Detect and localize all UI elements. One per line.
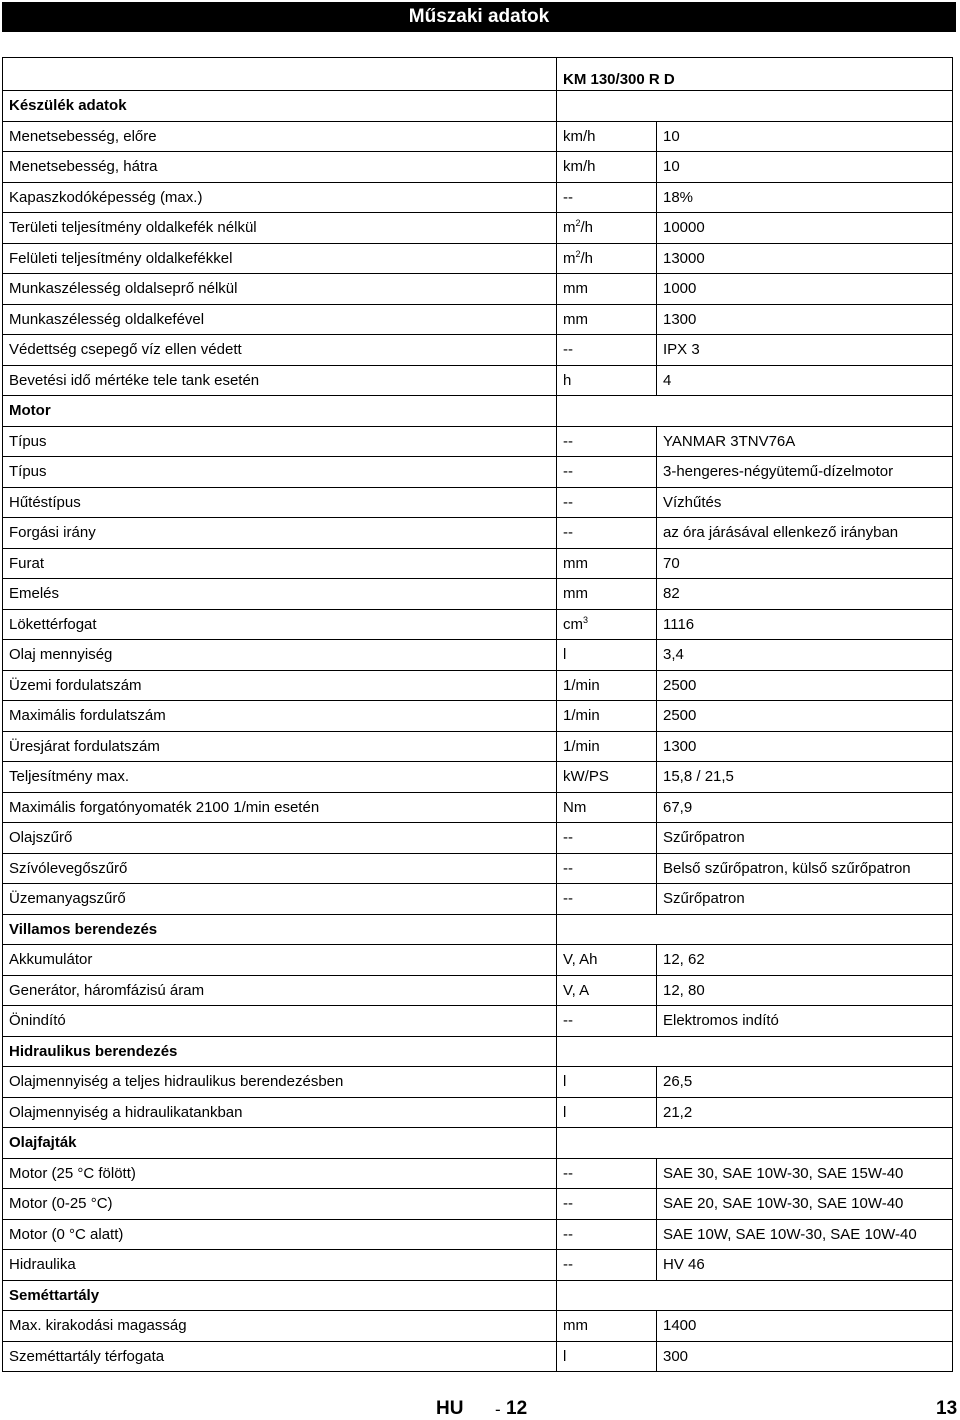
spec-label: Olajmennyiség a hidraulikatankban	[3, 1097, 557, 1128]
spec-value: 13000	[657, 243, 953, 274]
spec-label: Munkaszélesség oldalseprő nélkül	[3, 274, 557, 305]
footer-page-number: 12	[506, 1398, 528, 1419]
section-empty-cell	[557, 1128, 953, 1159]
spec-unit: mm	[557, 579, 657, 610]
section-header-row	[3, 1280, 953, 1311]
spec-unit: kW/PS	[557, 762, 657, 793]
header-label-cell	[3, 58, 557, 91]
spec-unit: mm	[557, 1311, 657, 1342]
spec-label: Területi teljesítmény oldalkefék nélkül	[3, 213, 557, 244]
spec-label: Furat	[3, 548, 557, 579]
spec-unit: --	[557, 853, 657, 884]
spec-value: 10	[657, 152, 953, 183]
table-row	[3, 884, 953, 915]
spec-label: Szeméttartály térfogata	[3, 1341, 557, 1372]
section-header-row	[3, 91, 953, 122]
table-row	[3, 1250, 953, 1281]
spec-label: Munkaszélesség oldalkefével	[3, 304, 557, 335]
section-header-row	[3, 914, 953, 945]
spec-value: 12, 80	[657, 975, 953, 1006]
spec-unit: $m^2/h$	[557, 213, 657, 244]
table-row	[3, 487, 953, 518]
spec-label: Emelés	[3, 579, 557, 610]
spec-unit: --	[557, 487, 657, 518]
spec-unit: --	[557, 457, 657, 488]
spec-unit: $m^2/h$	[557, 243, 657, 274]
spec-label: Üresjárat fordulatszám	[3, 731, 557, 762]
spec-value: 3-hengeres-négyütemű-dízelmotor	[657, 457, 953, 488]
spec-label: Maximális fordulatszám	[3, 701, 557, 732]
spec-value: 12, 62	[657, 945, 953, 976]
spec-label: Akkumulátor	[3, 945, 557, 976]
spec-unit: mm	[557, 274, 657, 305]
table-row	[3, 365, 953, 396]
table-row	[3, 945, 953, 976]
spec-value: 67,9	[657, 792, 953, 823]
spec-label: Max. kirakodási magasság	[3, 1311, 557, 1342]
table-row	[3, 731, 953, 762]
table-row	[3, 762, 953, 793]
table-row	[3, 182, 953, 213]
spec-unit: 1/min	[557, 731, 657, 762]
table-row	[3, 548, 953, 579]
section-label: Seméttartály	[3, 1280, 557, 1311]
footer-sheet-number: 13	[936, 1398, 958, 1419]
table-row	[3, 518, 953, 549]
table-row	[3, 975, 953, 1006]
spec-unit: l	[557, 1097, 657, 1128]
spec-label: Felületi teljesítmény oldalkefékkel	[3, 243, 557, 274]
table-header-row	[3, 58, 953, 91]
spec-value: Szűrőpatron	[657, 884, 953, 915]
table-row	[3, 152, 953, 183]
spec-value: 70	[657, 548, 953, 579]
table-row	[3, 640, 953, 671]
spec-unit: km/h	[557, 152, 657, 183]
spec-label: Hűtéstípus	[3, 487, 557, 518]
table-row	[3, 579, 953, 610]
spec-label: Olaj mennyiség	[3, 640, 557, 671]
table-row	[3, 823, 953, 854]
section-label: Motor	[3, 396, 557, 427]
spec-unit: --	[557, 823, 657, 854]
spec-value: 2500	[657, 701, 953, 732]
spec-unit: --	[557, 884, 657, 915]
spec-label: Típus	[3, 426, 557, 457]
spec-unit: --	[557, 426, 657, 457]
page-title: Műszaki adatok	[2, 2, 956, 32]
spec-value: 300	[657, 1341, 953, 1372]
spec-value: Elektromos indító	[657, 1006, 953, 1037]
table-row	[3, 1067, 953, 1098]
footer-language: HU	[436, 1398, 464, 1419]
section-header-row	[3, 396, 953, 427]
spec-unit: mm	[557, 304, 657, 335]
section-empty-cell	[557, 1280, 953, 1311]
table-row	[3, 1341, 953, 1372]
spec-unit: 1/min	[557, 670, 657, 701]
section-header-row	[3, 1036, 953, 1067]
spec-label: Motor (25 °C fölött)	[3, 1158, 557, 1189]
spec-value: 18%	[657, 182, 953, 213]
spec-value: HV 46	[657, 1250, 953, 1281]
spec-value: 15,8 / 21,5	[657, 762, 953, 793]
spec-label: Hidraulika	[3, 1250, 557, 1281]
spec-value: 21,2	[657, 1097, 953, 1128]
table-row	[3, 274, 953, 305]
spec-value: 10	[657, 121, 953, 152]
table-row	[3, 792, 953, 823]
table-row	[3, 243, 953, 274]
spec-label: Motor (0 °C alatt)	[3, 1219, 557, 1250]
spec-value: IPX 3	[657, 335, 953, 366]
spec-table-body	[3, 58, 953, 1372]
spec-unit: V, Ah	[557, 945, 657, 976]
spec-value: Belső szűrőpatron, külső szűrőpatron	[657, 853, 953, 884]
spec-label: Önindító	[3, 1006, 557, 1037]
spec-value: 82	[657, 579, 953, 610]
spec-unit: $cm^3$	[557, 609, 657, 640]
spec-value: az óra járásával ellenkező irányban	[657, 518, 953, 549]
spec-unit: mm	[557, 548, 657, 579]
spec-unit: --	[557, 335, 657, 366]
spec-value: 10000	[657, 213, 953, 244]
section-empty-cell	[557, 396, 953, 427]
spec-label: Lökettérfogat	[3, 609, 557, 640]
section-label: Villamos berendezés	[3, 914, 557, 945]
table-row	[3, 609, 953, 640]
spec-value: 1000	[657, 274, 953, 305]
footer-separator: -	[495, 1400, 501, 1419]
table-row	[3, 426, 953, 457]
table-row	[3, 335, 953, 366]
table-row	[3, 670, 953, 701]
spec-unit: Nm	[557, 792, 657, 823]
table-row	[3, 853, 953, 884]
section-header-row	[3, 1128, 953, 1159]
spec-unit: --	[557, 1158, 657, 1189]
table-row	[3, 1311, 953, 1342]
spec-value: 26,5	[657, 1067, 953, 1098]
table-row	[3, 1158, 953, 1189]
spec-label: Kapaszkodóképesség (max.)	[3, 182, 557, 213]
spec-label: Menetsebesség, hátra	[3, 152, 557, 183]
spec-value: SAE 20, SAE 10W-30, SAE 10W-40	[657, 1189, 953, 1220]
spec-value: 1300	[657, 304, 953, 335]
table-row	[3, 457, 953, 488]
spec-unit: 1/min	[557, 701, 657, 732]
spec-value: 1400	[657, 1311, 953, 1342]
spec-unit: km/h	[557, 121, 657, 152]
spec-label: Menetsebesség, előre	[3, 121, 557, 152]
section-label: Hidraulikus berendezés	[3, 1036, 557, 1067]
spec-unit: l	[557, 1341, 657, 1372]
model-name: KM 130/300 R D	[557, 58, 953, 91]
section-empty-cell	[557, 1036, 953, 1067]
spec-value: 1300	[657, 731, 953, 762]
spec-value: YANMAR 3TNV76A	[657, 426, 953, 457]
spec-label: Generátor, háromfázisú áram	[3, 975, 557, 1006]
spec-label: Olajszűrő	[3, 823, 557, 854]
section-empty-cell	[557, 914, 953, 945]
spec-label: Olajmennyiség a teljes hidraulikus berendezésben	[3, 1067, 557, 1098]
spec-unit: --	[557, 1250, 657, 1281]
table-row	[3, 1219, 953, 1250]
table-row	[3, 1189, 953, 1220]
spec-label: Teljesítmény max.	[3, 762, 557, 793]
spec-value: Vízhűtés	[657, 487, 953, 518]
spec-value: SAE 10W, SAE 10W-30, SAE 10W-40	[657, 1219, 953, 1250]
table-row	[3, 304, 953, 335]
spec-label: Típus	[3, 457, 557, 488]
spec-unit: --	[557, 1189, 657, 1220]
spec-unit: h	[557, 365, 657, 396]
spec-label: Bevetési idő mértéke tele tank esetén	[3, 365, 557, 396]
spec-unit: --	[557, 1006, 657, 1037]
spec-unit: l	[557, 640, 657, 671]
spec-label: Üzemi fordulatszám	[3, 670, 557, 701]
spec-label: Üzemanyagszűrő	[3, 884, 557, 915]
spec-value: SAE 30, SAE 10W-30, SAE 15W-40	[657, 1158, 953, 1189]
spec-unit: --	[557, 182, 657, 213]
section-empty-cell	[557, 91, 953, 122]
table-row	[3, 701, 953, 732]
spec-unit: V, A	[557, 975, 657, 1006]
spec-unit: --	[557, 1219, 657, 1250]
table-row	[3, 213, 953, 244]
spec-label: Motor (0-25 °C)	[3, 1189, 557, 1220]
spec-value: Szűrőpatron	[657, 823, 953, 854]
spec-value: 2500	[657, 670, 953, 701]
spec-label: Szívólevegőszűrő	[3, 853, 557, 884]
section-label: Olajfajták	[3, 1128, 557, 1159]
spec-value: 3,4	[657, 640, 953, 671]
spec-unit: --	[557, 518, 657, 549]
spec-label: Védettség csepegő víz ellen védett	[3, 335, 557, 366]
spec-value: 4	[657, 365, 953, 396]
table-row	[3, 1097, 953, 1128]
spec-table	[2, 57, 953, 1372]
table-row	[3, 1006, 953, 1037]
table-row	[3, 121, 953, 152]
spec-label: Maximális forgatónyomaték 2100 1/min esetén	[3, 792, 557, 823]
section-label: Készülék adatok	[3, 91, 557, 122]
spec-label: Forgási irány	[3, 518, 557, 549]
spec-value: 1116	[657, 609, 953, 640]
spec-unit: l	[557, 1067, 657, 1098]
